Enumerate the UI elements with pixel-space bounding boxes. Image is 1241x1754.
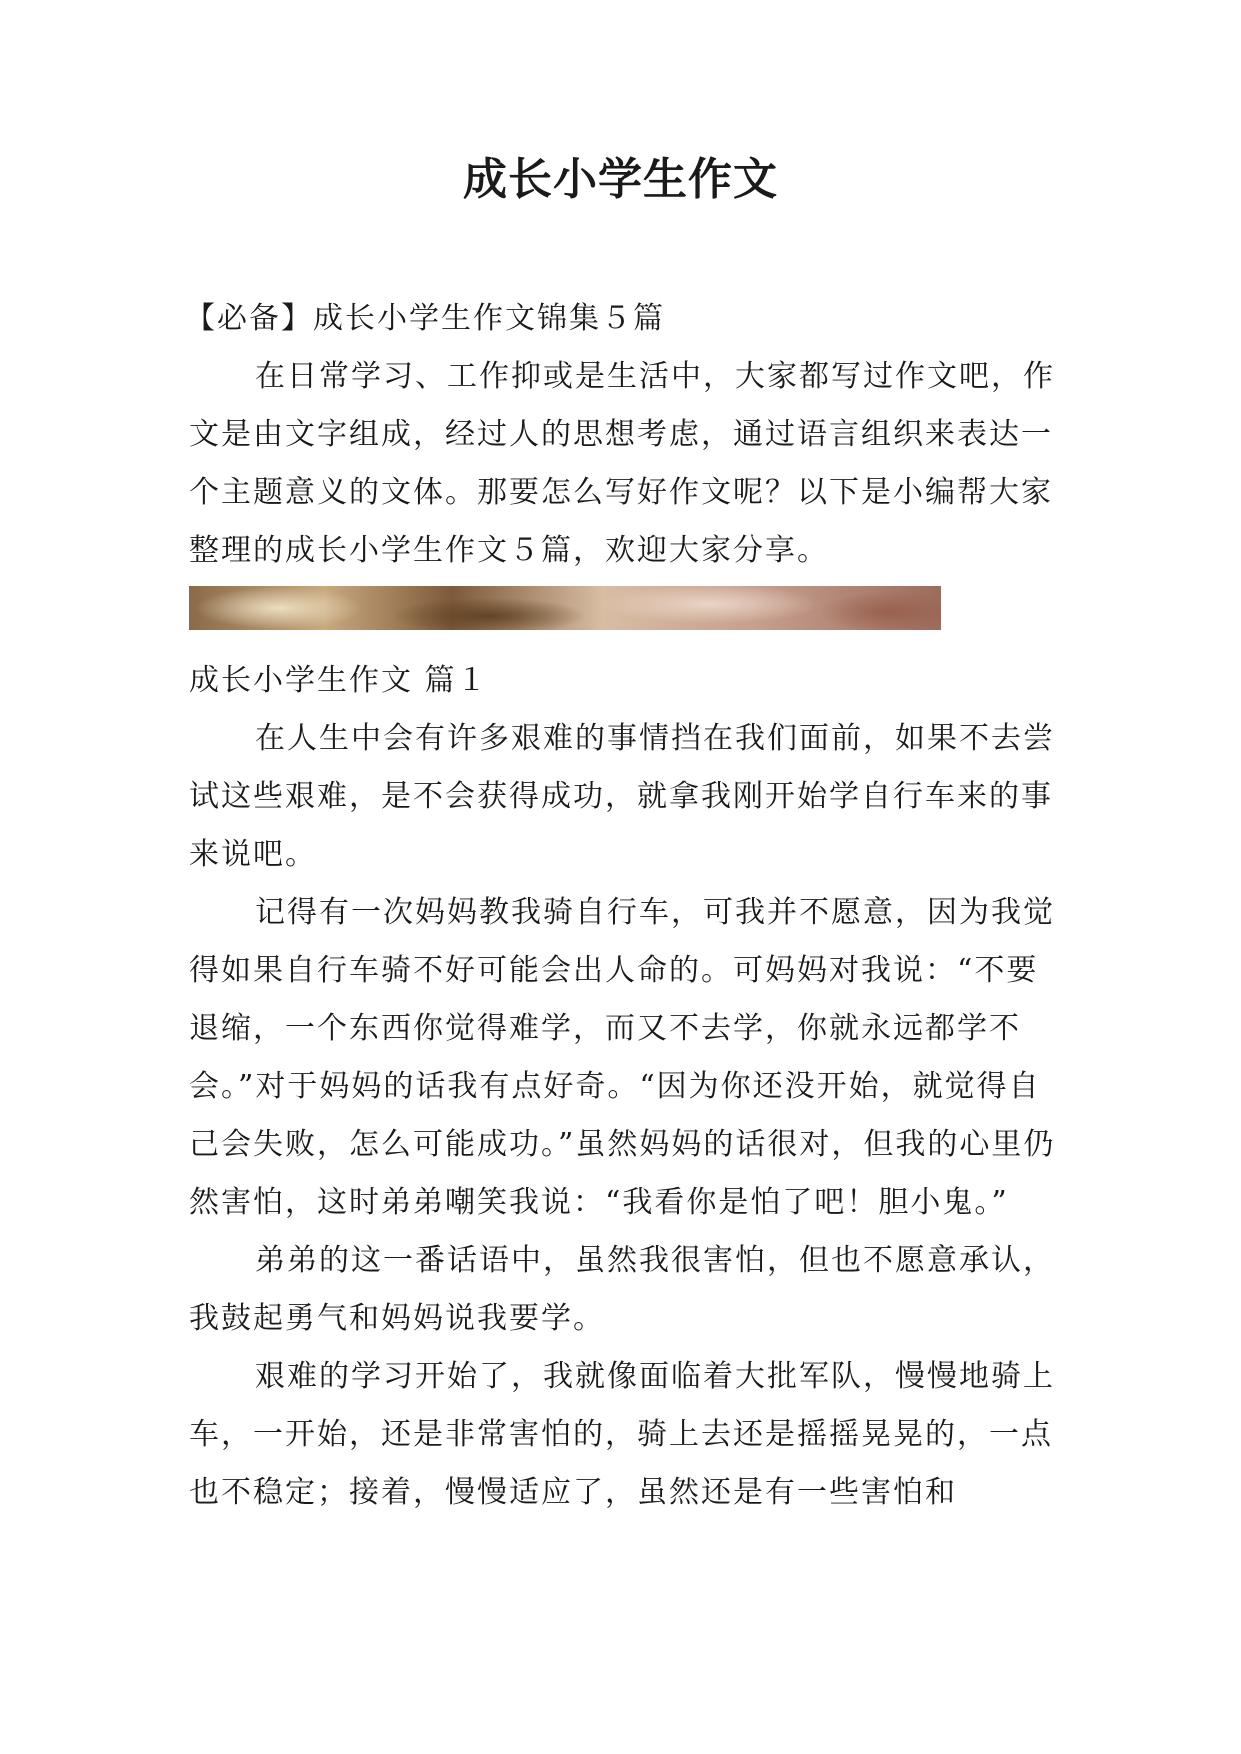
body-paragraph: 记得有一次妈妈教我骑自行车，可我并不愿意，因为我觉得如果自行车骑不好可能会出人命的。可妈妈对我说：“不要退缩，一个东西你觉得难学，而又不去学，你就永远都学不会。”对于妈妈的话我有点好奇。“因为你还没开始，就觉得自己会失败，怎么可能成功。”虽然妈妈的话很对，但我的心里仍然害怕，这时弟弟嘲笑我说：“我看你是怕了吧！胆小鬼。” bbox=[189, 895, 1056, 1220]
page-title: 成长小学生作文 bbox=[463, 154, 778, 205]
document-subtitle: 【必备】成长小学生作文锦集５篇 bbox=[185, 301, 665, 336]
body-paragraph: 弟弟的这一番话语中，虽然我很害怕，但也不愿意承认，我鼓起勇气和妈妈说我要学。 bbox=[189, 1243, 1055, 1336]
decorative-banner-image bbox=[189, 586, 941, 630]
body-paragraph: 艰难的学习开始了，我就像面临着大批军队，慢慢地骑上车，一开始，还是非常害怕的，骑上去还是摇摇晃晃的，一点也不稳定；接着，慢慢适应了，虽然还是有一些害怕和 bbox=[189, 1359, 1055, 1510]
body-paragraph: 在人生中会有许多艰难的事情挡在我们面前，如果不去尝试这些艰难，是不会获得成功，就拿我刚开始学自行车来的事来说吧。 bbox=[189, 721, 1055, 872]
document-body bbox=[185, 290, 1069, 1522]
section-heading: 成长小学生作文 篇１ bbox=[189, 663, 489, 698]
intro-paragraph: 在日常学习、工作抑或是生活中，大家都写过作文吧，作文是由文字组成，经过人的思想考虑，通过语言组织来表达一个主题意义的文体。那要怎么写好作文呢？以下是小编帮大家整理的成长小学生作文５篇，欢迎大家分享。 bbox=[189, 359, 1055, 568]
